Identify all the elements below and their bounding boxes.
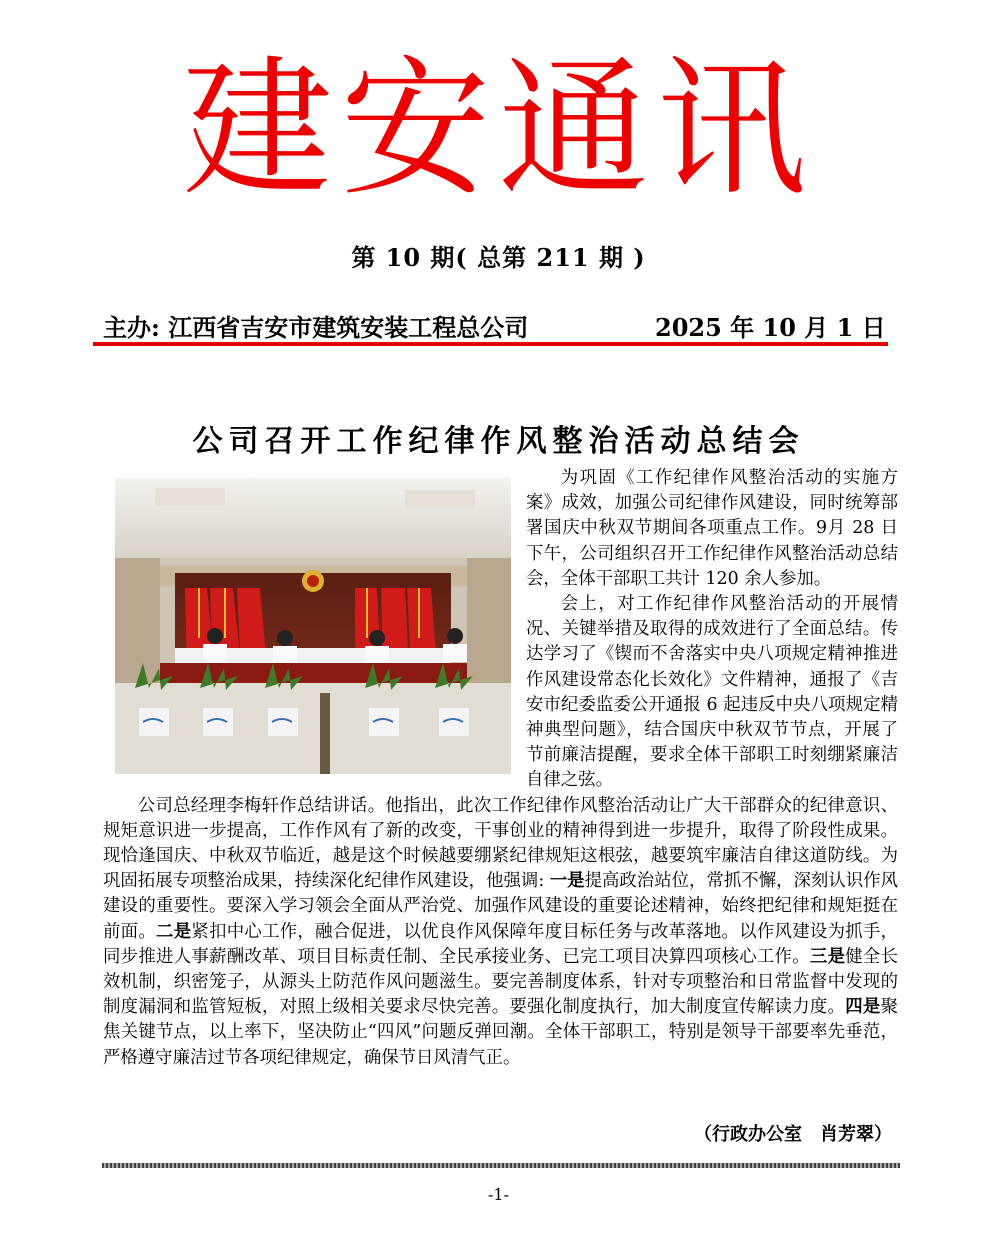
issue-number: 第 10 期( 总第 211 期 ) bbox=[351, 243, 646, 272]
footer-divider bbox=[102, 1163, 900, 1168]
masthead-divider bbox=[93, 342, 888, 346]
paragraph-3: 公司总经理李梅轩作总结讲话。他指出，此次工作纪律作风整治活动让广大干部群众的纪律意识、规矩意识进一步提高，工作作风有了新的改变，干事创业的精神得到进一步提升，取得了阶段性成果。现恰逢国庆、中秋双节临近，越是这个时候越要绷紧纪律规矩这根弦，越要筑牢廉洁自律这道防线。为巩固拓展专项整治成果，持续深化纪律作风建设，他强调: 一是提高政治站位，常抓不懈，深刻认识作风建设的重要性。要深入学习领会全面从严治党、加强作风建设的重要论述精神，始终把纪律和规矩挺在前面。二是紧扣中心工作，融合促进，以优良作风保障年度目标任务与改革落地。以作风建设为抓手，同步推进人事薪酬改革、项目目标责任制、全民承接业务、已完工项目决算四项核心工作。三是健全长效机制，织密笼子，从源头上防范作风问题滋生。要完善制度体系，针对专项整治和日常监督中发现的制度漏洞和监管短板，对照上级相关要求尽快完善。要强化制度执行，加大制度宣传解读力度。四是聚焦关键节点，以上率下，坚决防止“四风”问题反弹回潮。全体干部职工，特别是领导干部要率先垂范，严格遵守廉洁过节各项纪律规定，确保节日风清气正。 bbox=[103, 795, 898, 1068]
meeting-photo bbox=[115, 478, 511, 774]
masthead-title: 建安通讯 bbox=[182, 43, 815, 217]
article-headline: 公司召开工作纪律作风整治活动总结会 bbox=[192, 424, 805, 459]
article-byline: （行政办公室 肖芳翠） bbox=[694, 1124, 892, 1145]
paragraph-2: 会上，对工作纪律作风整治活动的开展情况、关键举措及取得的成效进行了全面总结。传达学习了《锲而不舍落实中央八项规定精神推进作风建设常态化长效化》文件精神，通报了《吉安市纪委监委公开通报 6 起违反中央八项规定精神典型问题》，结合国庆中秋双节节点，开展了节前廉洁提醒，要求全体干部职工时刻绷紧廉洁自律之弦。 bbox=[526, 594, 898, 791]
page-number: -1- bbox=[488, 1185, 509, 1204]
paragraph-1: 为巩固《工作纪律作风整治活动的实施方案》成效，加强公司纪律作风建设，同时统筹部署国庆中秋双节期间各项重点工作。9月 28 日下午，公司组织召开工作纪律作风整治活动总结会，全体干部职工共计 120 余人参加。 bbox=[526, 468, 898, 589]
publication-date: 2025 年 10 月 1 日 bbox=[655, 313, 886, 342]
sponsor-line: 主办: 江西省吉安市建筑安装工程总公司 bbox=[103, 313, 529, 342]
